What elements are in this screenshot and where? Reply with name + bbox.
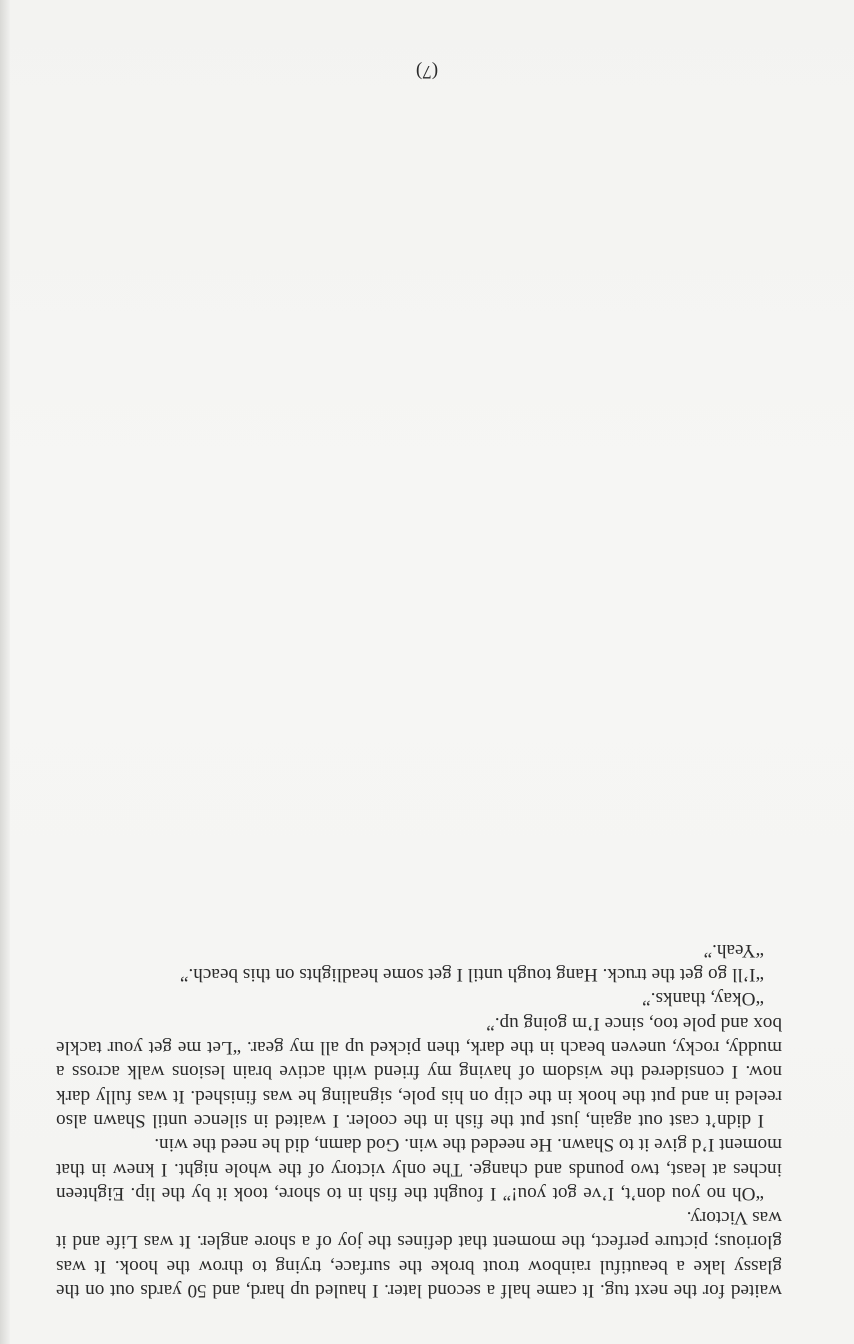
paragraph-6: “Yeah.” (703, 939, 764, 961)
paragraph-1: waited for the next tug. It came half a second later. I hauled up hard, and 50 yards out on the glassy lake a beautiful rainbow trout broke the surface, trying to throw the hook. It was glorious; picture perfect, the moment that defines the joy of a shore angler. It was Life and it was Victory. (56, 1207, 782, 1301)
page-number: (7) (415, 61, 439, 82)
paragraph-3: I didn’t cast out again, just put the fish in the cooler. I waited in silence until Shawn also reeled in and put the hook in the clip on his pole, signaling he was finished. It was fully dark now. I considered the wisdom of having my friend with active brain lesions walk across a muddy, rocky, uneven beach in the dark, then picked up all my gear. “Let me get your tackle box and pole too, since I’m going up.” (56, 1012, 782, 1131)
body-text (56, 938, 782, 1302)
paragraph-2: “Oh no you don’t, I’ve got you!” I fought the fish in to shore, took it by the lip. Eighteen inches at least, two pounds and change. The only victory of the whole night. I knew in that moment I’d give it to Shawn. He needed the win. God damn, did he need the win. (56, 1134, 782, 1204)
paragraph-5: “I’ll go get the truck. Hang tough until I get some headlights on this beach.” (179, 964, 764, 986)
paragraph-4: “Okay, thanks.” (642, 988, 764, 1010)
